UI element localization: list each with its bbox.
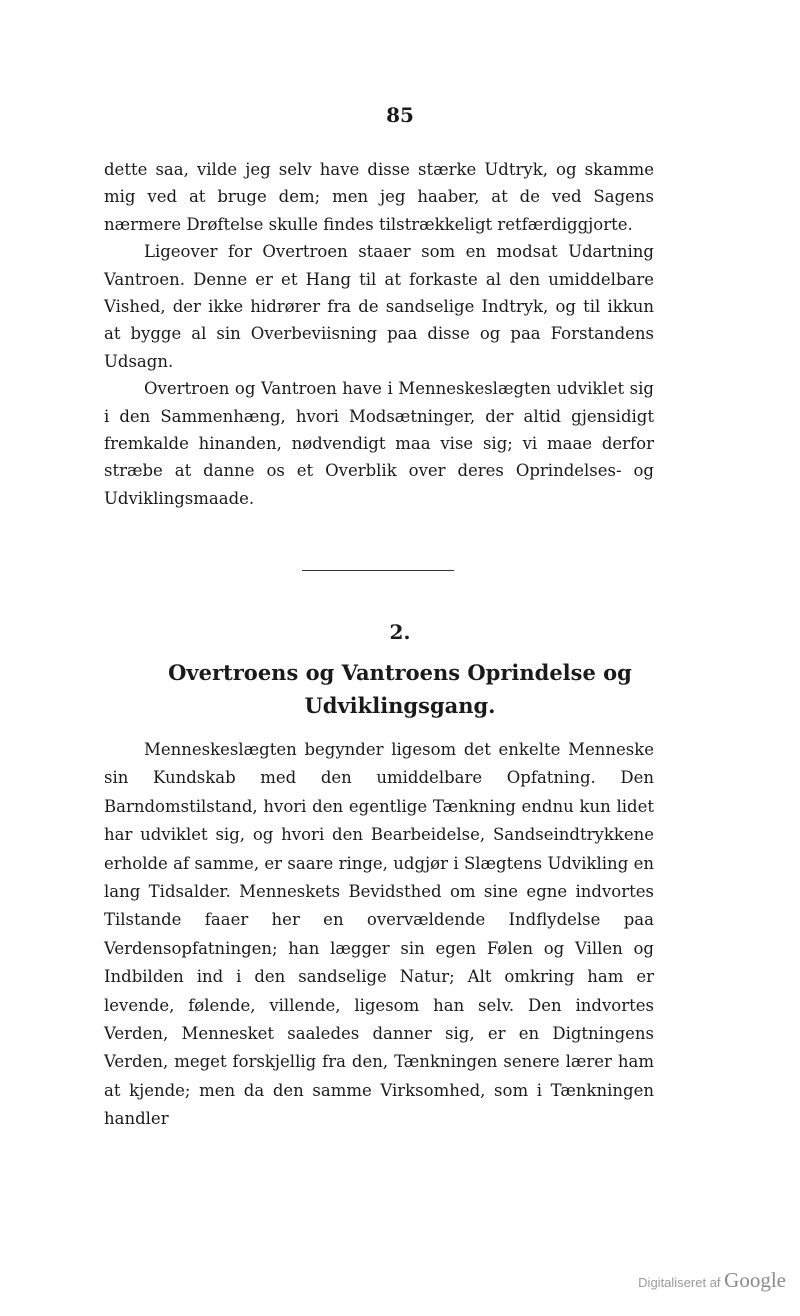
- section-title: Overtroens og Vantroens Oprindelse og Udviklingsgang.: [168, 660, 632, 718]
- section-number: 2.: [389, 620, 411, 644]
- paragraph: Overtroen og Vantroen have i Menneskeslægten udviklet sig i den Sammenhæng, hvori Modsætninger, der altid gjensidigt fremkalde hinanden, nødvendigt maa vise sig; vi maae derfor stræbe at danne os et Overblik over deres Oprindelses- og Udviklingsmaade.: [104, 379, 654, 508]
- paragraph: Ligeover for Overtroen staaer som en modsat Udartning Vantroen. Denne er et Hang til at forkaste al den umiddelbare Vished, der ikke hidrører fra de sandselige Indtryk, og til ikkun at bygge al sin Overbeviisning paa disse og paa Forstandens Udsagn.: [104, 242, 654, 371]
- section-1-text: [104, 156, 654, 512]
- section-divider: [302, 570, 454, 571]
- digitized-prefix: Digitaliseret af: [638, 1275, 721, 1290]
- page-number: 85: [386, 103, 414, 127]
- google-logo: Google: [724, 1268, 786, 1292]
- section-2-text: [104, 736, 654, 1134]
- paragraph: dette saa, vilde jeg selv have disse stærke Udtryk, og skamme mig ved at bruge dem; men jeg haaber, at de ved Sagens nærmere Drøftelse skulle findes tilstrækkeligt retfærdiggjorte.: [104, 160, 654, 234]
- digitized-by-watermark: [638, 1268, 786, 1293]
- paragraph: Menneskeslægten begynder ligesom det enkelte Menneske sin Kundskab med den umiddelbare Opfatning. Den Barndomstilstand, hvori den egentlige Tænkning endnu kun lidet har udviklet sig, og hvori den Bearbeidelse, Sandseindtrykkene erholde af samme, er saare ringe, udgjør i Slægtens Udvikling en lang Tidsalder. Menneskets Bevidsthed om sine egne indvortes Tilstande faaer her en overvældende Indflydelse paa Verdensopfatningen; han lægger sin egen Følen og Villen og Indbilden ind i den sandselige Natur; Alt omkring ham er levende, følende, villende, ligesom han selv. Den indvortes Verden, Mennesket saaledes danner sig, er en Digtningens Verden, meget forskjellig fra den, Tænkningen senere lærer ham at kjende; men da den samme Virksomhed, som i Tænkningen handler: [104, 740, 654, 1129]
